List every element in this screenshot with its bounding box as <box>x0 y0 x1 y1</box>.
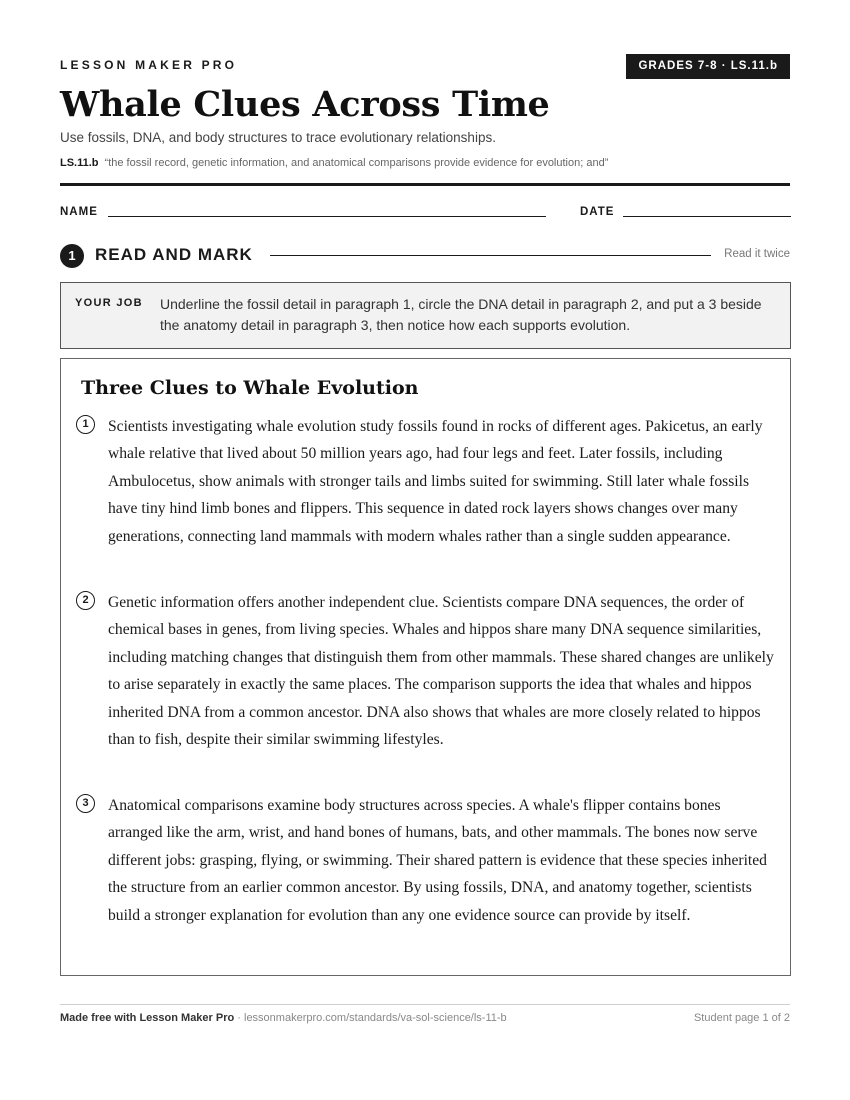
name-label: NAME <box>60 206 98 218</box>
page-subtitle: Use fossils, DNA, and body structures to trace evolutionary relationships. <box>60 130 496 145</box>
footer-credit <box>60 1012 507 1024</box>
instructions-text: Underline the fossil detail in paragraph 1, circle the DNA detail in paragraph 2, and put a 3 beside the anatomy detail in paragraph 3, then notice how each supports evolution. <box>160 296 762 333</box>
page-title: Whale Clues Across Time <box>60 84 550 125</box>
section-number-badge: 1 <box>60 244 84 268</box>
name-field[interactable] <box>108 216 546 217</box>
paragraph-number-badge: 2 <box>76 591 95 610</box>
date-label: DATE <box>580 206 615 218</box>
header-divider <box>60 183 790 186</box>
paragraph-3: Anatomical comparisons examine body structures across species. A whale's flipper contains bones arranged like the arm, wrist, and hand bones of humans, bats, and other mammals. The bones now serve different jobs: grasping, flying, or swimming. Their shared pattern is evidence that these species inherited the structure from an earlier common ancestor. By using fossils, DNA, and anatomy together, scientists build a stronger explanation for evolution than any one evidence source can provide by itself. <box>108 797 767 924</box>
footer-made-with: Made free with Lesson Maker Pro <box>60 1012 235 1024</box>
instructions-label: YOUR JOB <box>75 297 143 309</box>
standard-text: “the fossil record, genetic information, and anatomical comparisons provide evidence for evolution; and” <box>104 157 609 169</box>
section-divider <box>270 255 711 256</box>
standard-code: LS.11.b <box>60 157 99 169</box>
page-indicator: Student page 1 of 2 <box>693 1012 790 1024</box>
section-note: Read it twice <box>724 248 790 260</box>
paragraph-1: Scientists investigating whale evolution study fossils found in rocks of different ages. Pakicetus, an early whale relative that lived about 50 million years ago, had four legs and feet. Later fossils, including Ambulocetus, show animals with stronger tails and limbs suited for swimming. Still later whale fossils have tiny hind limb bones and flippers. This sequence in dated rock layers shows changes over many generations, connecting land mammals with modern whales rather than a single sudden appearance. <box>108 418 763 545</box>
paragraph-number-badge: 1 <box>76 415 95 434</box>
reading-passage <box>60 358 791 976</box>
paragraph-number-badge: 3 <box>76 794 95 813</box>
grade-badge: GRADES 7-8 · LS.11.b <box>626 54 790 79</box>
date-field[interactable] <box>623 216 791 217</box>
paragraph-2: Genetic information offers another independent clue. Scientists compare DNA sequences, the order of chemical bases in genes, from living species. Whales and hippos share many DNA sequence similarities, including matching changes that distinguish them from other mammals. These shared changes are unlikely to arise separately in exactly the same places. The comparison supports the idea that whales and hippos inherited DNA from a common ancestor. DNA also shows that whales are more closely related to hippos than to fish, despite their similar swimming lifestyles. <box>108 594 774 749</box>
footer-url[interactable]: · lessonmakerpro.com/standards/va-sol-science/ls-11-b <box>234 1012 507 1024</box>
footer-divider <box>60 1004 790 1005</box>
standard-line <box>60 157 608 169</box>
brand-name: LESSON MAKER PRO <box>60 58 238 72</box>
instructions-box <box>60 282 791 349</box>
passage-title: Three Clues to Whale Evolution <box>81 377 419 399</box>
section-title: READ AND MARK <box>95 245 253 264</box>
